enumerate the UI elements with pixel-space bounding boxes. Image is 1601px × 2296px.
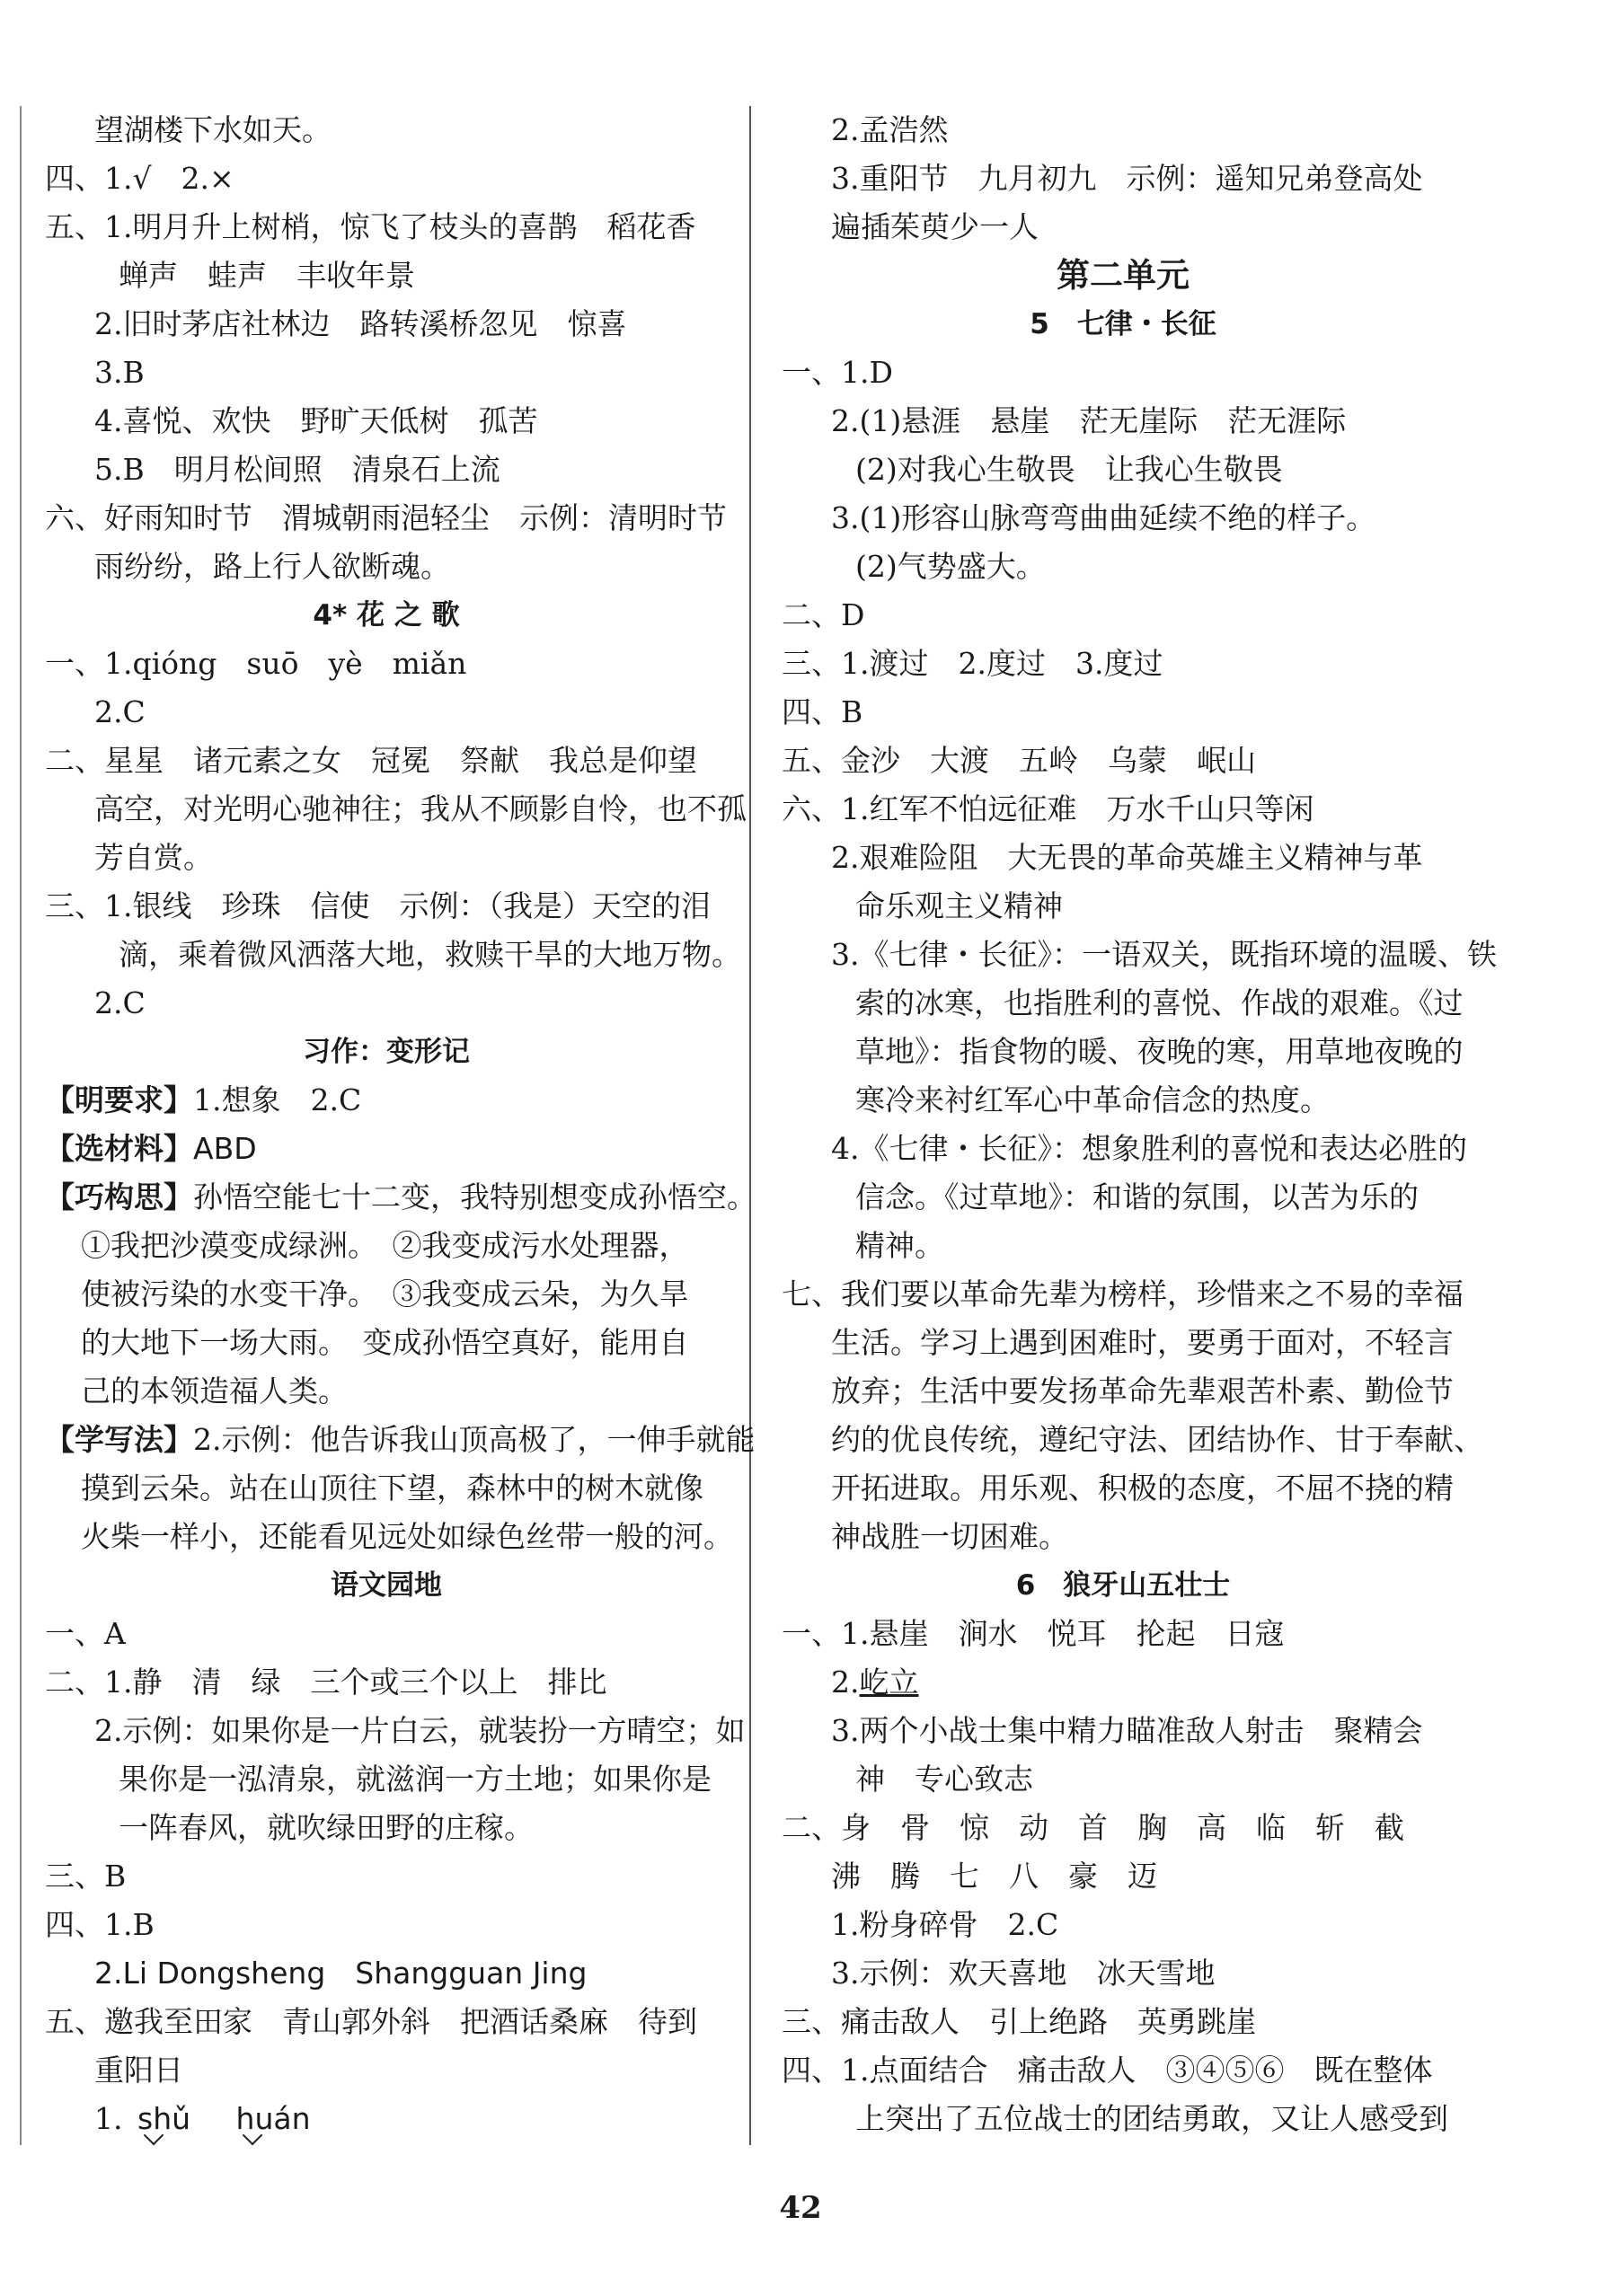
- right-column: [782, 106, 1497, 2143]
- answer-line: 2.C: [94, 985, 146, 1020]
- answer-line: 遍插茱萸少一人: [831, 209, 1039, 244]
- section-tag: 【学写法】: [45, 1422, 193, 1457]
- column-divider: [749, 106, 751, 2145]
- answer-line: 五、1.明月升上树梢，惊飞了枝头的喜鹊 稻花香: [45, 209, 696, 244]
- answer-line: 2.孟浩然: [831, 112, 949, 147]
- answer-line: 蝉声 蛙声 丰收年景: [119, 258, 415, 293]
- section-tag: 【巧构思】: [45, 1179, 193, 1214]
- lesson-heading: 4* 花 之 歌: [313, 599, 460, 631]
- answer-line: 五、邀我至田家 青山郭外斜 把酒话桑麻 待到: [45, 2004, 697, 2039]
- answer-line: 上突出了五位战士的团结勇敢，又让人感受到: [855, 2101, 1448, 2136]
- answer-text: ABD: [193, 1131, 257, 1166]
- answer-line: 雨纷纷，路上行人欲断魂。: [94, 549, 450, 584]
- answer-line: [45, 2095, 728, 2143]
- section-tag: 【选材料】: [45, 1131, 193, 1166]
- answer-line: 草地》：指食物的暖、夜晚的寒，用草地夜晚的: [855, 1034, 1464, 1069]
- answer-line: [782, 1658, 1464, 1707]
- answer-line: 五、金沙 大渡 五岭 乌蒙 岷山: [782, 743, 1256, 778]
- answer-line: (2)气势盛大。: [855, 549, 1046, 584]
- item-number: 1.: [94, 2101, 123, 2136]
- answer-line: 三、1.银线 珍珠 信使 示例：（我是）天空的泪: [45, 888, 711, 923]
- answer-line: 2.Li Dongsheng Shangguan Jing: [94, 1956, 588, 1991]
- answer-line: 火柴一样小，还能看见远处如绿色丝带一般的河。: [81, 1519, 733, 1554]
- answer-line: 三、痛击敌人 引上绝路 英勇跳崖: [782, 2004, 1256, 2039]
- answer-line: ①我把沙漠变成绿洲。 ②我变成污水处理器，: [81, 1228, 689, 1263]
- underlined-answer: 屹立: [859, 1665, 919, 1700]
- pinyin-text: shǔ: [137, 2101, 191, 2136]
- answer-line: 四、1.B: [45, 1907, 155, 1942]
- page-number: 42: [779, 2190, 822, 2226]
- answer-line: 六、1.红军不怕远征难 万水千山只等闲: [782, 791, 1314, 826]
- section-tag: 【明要求】: [45, 1082, 193, 1117]
- answer-line: 索的冰寒，也指胜利的喜悦、作战的艰难。《过: [855, 985, 1464, 1020]
- answer-line: 一、A: [45, 1616, 126, 1651]
- item-number: 2.: [831, 1665, 860, 1700]
- lesson-heading: 5 七律・长征: [1030, 308, 1216, 340]
- answer-text: 2.示例：他告诉我山顶高极了，一伸手就能: [193, 1422, 756, 1457]
- answer-line: 沸 腾 七 八 豪 迈: [831, 1859, 1157, 1894]
- answer-line: 2.艰难险阻 大无畏的革命英雄主义精神与革: [831, 840, 1423, 875]
- answer-line: 四、1.√ 2.×: [45, 161, 234, 196]
- answer-line: 望湖楼下水如天。: [94, 112, 332, 147]
- answer-line: [45, 1173, 756, 1222]
- answer-line: 一、1.qióng suō yè miǎn: [45, 646, 467, 681]
- pinyin-answer: [236, 2101, 311, 2136]
- answer-line: 的大地下一场大雨。 变成孙悟空真好，能用自: [81, 1325, 689, 1360]
- unit-heading: 第二单元: [1057, 256, 1190, 295]
- answer-line: 3.B: [94, 355, 145, 390]
- answer-line: 3.《七律・长征》：一语双关，既指环境的温暖、铁: [831, 937, 1497, 972]
- answer-line: 精神。: [855, 1228, 944, 1263]
- answer-line: 二、星星 诸元素之女 冠冕 祭献 我总是仰望: [45, 743, 697, 778]
- answer-line: 4.喜悦、欢快 野旷天低树 孤苦: [94, 403, 538, 438]
- answer-line: [45, 1125, 728, 1173]
- answer-line: 神战胜一切困难。: [831, 1519, 1068, 1554]
- answer-line: 2.旧时茅店社林边 路转溪桥忽见 惊喜: [94, 306, 627, 341]
- answer-line: 七、我们要以革命先辈为榜样，珍惜来之不易的幸福: [782, 1276, 1464, 1311]
- answer-text: 1.想象 2.C: [193, 1082, 362, 1117]
- answer-line: 寒冷来衬红军心中革命信念的热度。: [855, 1082, 1330, 1117]
- answer-line: 命乐观主义精神: [855, 888, 1063, 923]
- answer-line: 3.两个小战士集中精力瞄准敌人射击 聚精会: [831, 1713, 1423, 1748]
- answer-line: 2.示例：如果你是一片白云，就装扮一方晴空；如: [94, 1713, 746, 1748]
- answer-line: 摸到云朵。站在山顶往下望，森林中的树木就像: [81, 1470, 703, 1506]
- answer-line: 重阳日: [94, 2053, 183, 2088]
- answer-line: 5.B 明月松间照 清泉石上流: [94, 452, 500, 487]
- section-heading: 语文园地: [331, 1569, 442, 1602]
- answer-line: 一、1.D: [782, 355, 893, 390]
- answer-line: 3.(1)形容山脉弯弯曲曲延续不绝的样子。: [831, 500, 1376, 535]
- answer-line: 生活。学习上遇到困难时，要勇于面对，不轻言: [831, 1325, 1454, 1360]
- pinyin-text: huán: [235, 2101, 311, 2136]
- answer-line: 一阵春风，就吹绿田野的庄稼。: [119, 1810, 534, 1845]
- answer-line: 四、1.点面结合 痛击敌人 ③④⑤⑥ 既在整体: [782, 2053, 1433, 2088]
- answer-line: 3.重阳节 九月初九 示例：遥知兄弟登高处: [831, 161, 1423, 196]
- answer-line: 2.(1)悬涯 悬崖 茫无崖际 茫无涯际: [831, 403, 1347, 438]
- answer-line: 神 专心致志: [855, 1762, 1033, 1797]
- left-margin-rule: [20, 106, 22, 2145]
- answer-line: 二、D: [782, 597, 865, 632]
- answer-line: 二、1.静 清 绿 三个或三个以上 排比: [45, 1665, 607, 1700]
- answer-line: 4.《七律・长征》：想象胜利的喜悦和表达必胜的: [831, 1131, 1467, 1166]
- lesson-heading: 6 狼牙山五壮士: [1015, 1569, 1231, 1602]
- answer-line: 三、1.渡过 2.度过 3.度过: [782, 646, 1163, 681]
- answer-line: 信念。《过草地》：和谐的氛围，以苦为乐的: [855, 1179, 1419, 1214]
- answer-line: (2)对我心生敬畏 让我心生敬畏: [855, 452, 1283, 487]
- answer-line: 三、B: [45, 1859, 127, 1894]
- answer-line: 放弃；生活中要发扬革命先辈艰苦朴素、勤俭节: [831, 1373, 1454, 1409]
- answer-line: 芳自赏。: [94, 840, 213, 875]
- left-column: [45, 106, 756, 2143]
- answer-line: 3.示例：欢天喜地 冰天雪地: [831, 1956, 1216, 1991]
- answer-line: 果你是一泓清泉，就滋润一方土地；如果你是: [119, 1762, 712, 1797]
- answer-line: [45, 1416, 756, 1464]
- pinyin-answer: [137, 2101, 190, 2136]
- answer-line: 己的本领造福人类。: [81, 1373, 348, 1409]
- answer-text: 孙悟空能七十二变，我特别想变成孙悟空。: [193, 1179, 756, 1214]
- section-heading: 习作：变形记: [303, 1036, 470, 1068]
- answer-line: 二、身 骨 惊 动 首 胸 高 临 斩 截: [782, 1810, 1404, 1845]
- answer-line: 1.粉身碎骨 2.C: [831, 1907, 1059, 1942]
- answer-line: 一、1.悬崖 涧水 悦耳 抡起 日寇: [782, 1616, 1285, 1651]
- answer-line: 高空，对光明心驰神往；我从不顾影自怜，也不孤: [94, 791, 747, 826]
- answer-line: 六、好雨知时节 渭城朝雨浥轻尘 示例：清明时节: [45, 500, 727, 535]
- answer-line: 四、B: [782, 694, 863, 729]
- answer-line: 使被污染的水变干净。 ③我变成云朵，为久旱: [81, 1276, 689, 1311]
- answer-line: [45, 1076, 728, 1125]
- answer-line: 2.C: [94, 694, 146, 729]
- answer-line: 滴，乘着微风洒落大地，救赎干旱的大地万物。: [119, 937, 741, 972]
- answer-line: 开拓进取。用乐观、积极的态度，不屈不挠的精: [831, 1470, 1454, 1506]
- answer-line: 约的优良传统，遵纪守法、团结协作、甘于奉献、: [831, 1422, 1483, 1457]
